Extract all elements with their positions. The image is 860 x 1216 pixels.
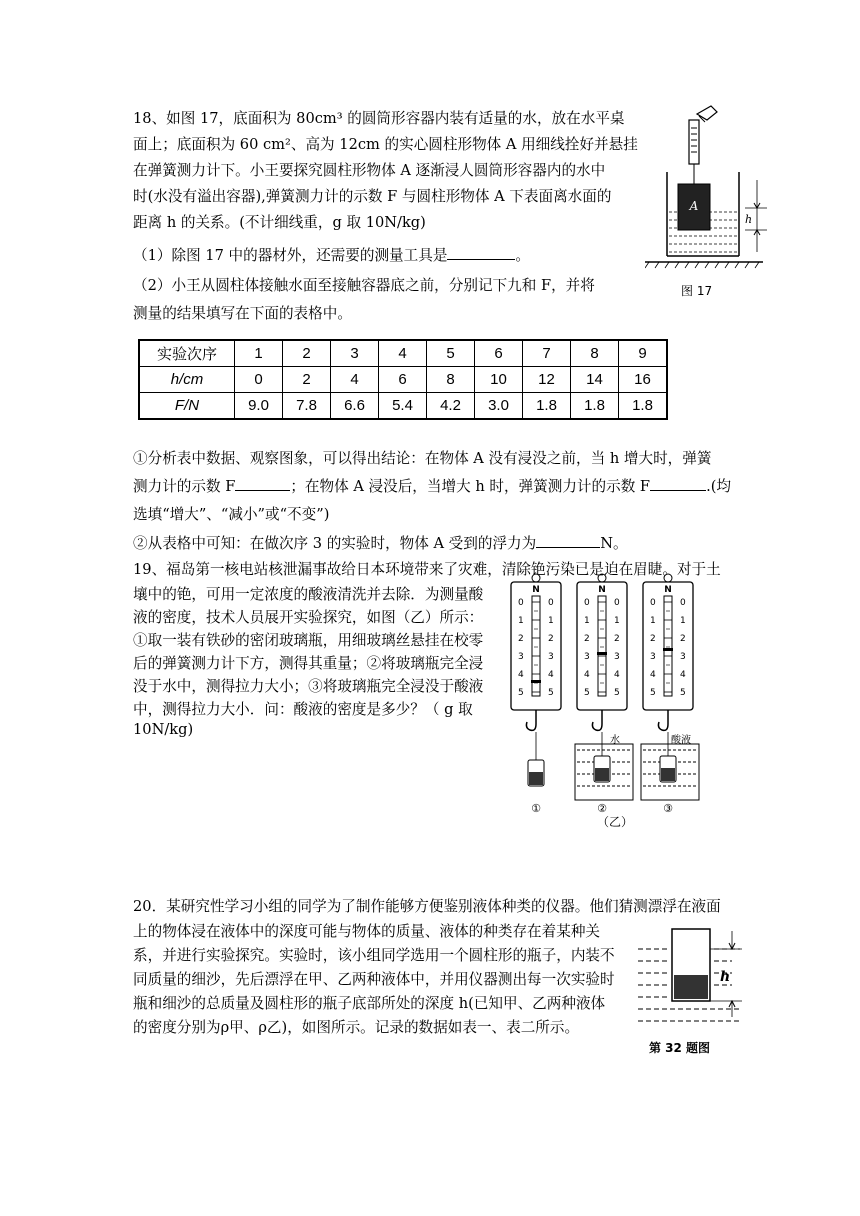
q18-part2-line-2: 测量的结果填写在下面的表格中。 — [133, 305, 352, 322]
table-cell: 4 — [379, 340, 427, 367]
table-header: 实验次序 — [139, 340, 235, 367]
table-cell: 4 — [331, 367, 379, 393]
table-header: F/N — [139, 393, 235, 420]
svg-text:N: N — [598, 585, 606, 595]
q20-line-6: 的密度分别为ρ甲、ρ乙)，如图所示。记录的数据如表一、表二所示。 — [133, 1019, 580, 1036]
table-cell: 0 — [235, 367, 283, 393]
scale-tick-label: 1 — [650, 616, 656, 626]
scale-tick-label: 2 — [518, 634, 524, 644]
q18-analysis-1a: ①分析表中数据、观察图象，可以得出结论：在物体 A 没有浸没之前，当 h 增大时，弹簧 — [133, 450, 712, 467]
table-cell: 5 — [427, 340, 475, 367]
mark-2: ② — [597, 802, 607, 815]
q20-line-3: 系，并进行实验探究。实验时，该小组同学选用一个圆柱形的瓶子，内装不 — [133, 947, 615, 964]
q18-blank-buoyancy[interactable] — [536, 533, 600, 548]
scale-tick-label: 5 — [548, 688, 554, 698]
figure-yi-spring-scales — [505, 572, 710, 822]
scale-tick-label: 3 — [584, 652, 590, 662]
table-cell: 8 — [571, 340, 619, 367]
scale-tick-label: 2 — [548, 634, 554, 644]
label-acid: 酸液 — [671, 735, 691, 746]
svg-text:N: N — [664, 585, 672, 595]
scale-tick-label: 4 — [680, 670, 686, 680]
q18-line-1: 18、如图 17，底面积为 80cm³ 的圆筒形容器内装有适量的水，放在水平桌 — [133, 110, 625, 127]
q18-analysis-2b-text: N。 — [600, 535, 628, 552]
figure-yi-caption: （乙） — [597, 815, 634, 829]
q18-blank-f-before[interactable] — [235, 476, 290, 491]
scale-tick-label: 2 — [614, 634, 620, 644]
table-row-f — [139, 393, 667, 420]
scale-tick-label: 5 — [614, 688, 620, 698]
q18-line-3: 在弹簧测力计下。小王要探究圆柱形物体 A 逐渐浸人圆筒形容器内的水中 — [133, 162, 606, 179]
table-cell: 2 — [283, 367, 331, 393]
table-header: h/cm — [139, 367, 235, 393]
figure-17-caption: 图 17 — [681, 284, 713, 298]
scale-tick-label: 1 — [548, 616, 554, 626]
figure-17 — [645, 100, 780, 300]
q18-blank-f-after[interactable] — [650, 476, 706, 491]
q18-analysis-1e: 选填“增大”、“减小”或“不变”) — [133, 506, 330, 523]
q18-line-2: 面上；底面积为 60 cm²、高为 12cm 的实心圆柱形物体 A 用细线拴好并悬挂 — [133, 136, 638, 153]
table-cell: 3 — [331, 340, 379, 367]
q19-line-3: 液的密度，技术人员展开实验探究，如图（乙）所示： — [133, 609, 484, 626]
q19-line-7: 中，测得拉力大小．问：酸液的密度是多少？（ g 取 — [133, 701, 473, 718]
q18-part2-line-1: （2）小王从圆柱体接触水面至接触容器底之前，分别记下九和 F，并将 — [133, 277, 595, 294]
q19-line-8: 10N/kg) — [133, 721, 194, 738]
table-cell: 9.0 — [235, 393, 283, 420]
scale-tick-label: 0 — [614, 598, 620, 608]
q19-line-5: 后的弹簧测力计下方，测得其重量；②将玻璃瓶完全浸 — [133, 655, 484, 672]
table-cell: 1.8 — [619, 393, 668, 420]
scale-tick-label: 5 — [518, 688, 524, 698]
table-cell: 12 — [523, 367, 571, 393]
table-cell: 8 — [427, 367, 475, 393]
q19-line-4: ①取一装有铁砂的密闭玻璃瓶，用细玻璃丝悬挂在校零 — [133, 632, 484, 649]
table-cell: 7 — [523, 340, 571, 367]
q18-analysis-1d-text: .(均 — [706, 478, 731, 495]
q18-analysis-2 — [133, 532, 628, 553]
figure-17-h: h — [745, 213, 753, 226]
scale-tick-label: 5 — [680, 688, 686, 698]
table-cell: 1.8 — [571, 393, 619, 420]
q18-analysis-1b-text: 测力计的示数 F — [133, 478, 236, 495]
scale-tick-label: 2 — [584, 634, 590, 644]
q20-line-4: 同质量的细沙，先后漂浮在甲、乙两种液体中，并用仪器测出每一次实验时 — [133, 971, 615, 988]
table-row-h — [139, 367, 667, 393]
table-cell: 16 — [619, 367, 668, 393]
q18-line-5: 距离 h 的关系。(不计细线重，g 取 10N/kg) — [133, 214, 426, 231]
scale-tick-label: 1 — [584, 616, 590, 626]
scale-tick-label: 3 — [548, 652, 554, 662]
scale-tick-label: 4 — [518, 670, 524, 680]
q18-part1 — [133, 244, 530, 265]
svg-text:N: N — [532, 585, 540, 595]
figure-32-h: h — [720, 969, 731, 985]
scale-tick-label: 0 — [548, 598, 554, 608]
scale-tick-label: 2 — [680, 634, 686, 644]
table-cell: 5.4 — [379, 393, 427, 420]
scale-tick-label: 4 — [584, 670, 590, 680]
scale-tick-label: 0 — [584, 598, 590, 608]
q20-line-2: 上的物体浸在液体中的深度可能与物体的质量、液体的种类存在着某种关 — [133, 923, 601, 940]
table-cell: 10 — [475, 367, 523, 393]
scale-tick-label: 1 — [680, 616, 686, 626]
label-water: 水 — [610, 735, 620, 746]
scale-tick-label: 0 — [680, 598, 686, 608]
table-cell: 6.6 — [331, 393, 379, 420]
scale-tick-label: 4 — [548, 670, 554, 680]
mark-3: ③ — [663, 802, 673, 815]
q18-analysis-1c-text: ；在物体 A 浸没后，当增大 h 时，弹簧测力计的示数 F — [290, 478, 651, 495]
q19-line-1: 19、福岛第一核电站核泄漏事故给日本环境带来了灾难，清除铯污染已是迫在眉睫。对于土 — [133, 561, 721, 578]
q19-line-2: 壤中的铯，可用一定浓度的酸液清洗并去除．为测量酸 — [133, 586, 484, 603]
q18-part1-end: 。 — [515, 247, 531, 264]
table-cell: 14 — [571, 367, 619, 393]
scale-tick-label: 3 — [614, 652, 620, 662]
q18-data-table — [138, 339, 668, 420]
scale-tick-label: 4 — [650, 670, 656, 680]
q19-line-6: 没于水中，测得拉力大小；③将玻璃瓶完全浸没于酸液 — [133, 678, 484, 695]
scale-tick-label: 5 — [650, 688, 656, 698]
table-cell: 4.2 — [427, 393, 475, 420]
scale-tick-label: 0 — [650, 598, 656, 608]
table-row-trials — [139, 340, 667, 367]
scale-tick-label: 5 — [584, 688, 590, 698]
q18-analysis-1b — [133, 475, 731, 496]
scale-tick-label: 3 — [650, 652, 656, 662]
q18-line-4: 时(水没有溢出容器),弹簧测力计的示数 F 与圆柱形物体 A 下表面离水面的 — [133, 188, 612, 205]
q20-line-5: 瓶和细沙的总质量及圆柱形的瓶子底部所处的深度 h(已知甲、乙两种液体 — [133, 995, 606, 1012]
q18-part1-blank[interactable] — [447, 245, 515, 260]
scale-tick-label: 1 — [518, 616, 524, 626]
scale-tick-label: 4 — [614, 670, 620, 680]
table-cell: 1.8 — [523, 393, 571, 420]
table-cell: 3.0 — [475, 393, 523, 420]
mark-1: ① — [531, 802, 541, 815]
scale-tick-label: 3 — [680, 652, 686, 662]
table-cell: 2 — [283, 340, 331, 367]
q18-part1-text: （1）除图 17 中的器材外，还需要的测量工具是 — [133, 247, 448, 264]
scale-tick-label: 1 — [614, 616, 620, 626]
figure-32-floating-bottle — [636, 925, 746, 1045]
table-cell: 1 — [235, 340, 283, 367]
table-cell: 6 — [379, 367, 427, 393]
q20-line-1: 20．某研究性学习小组的同学为了制作能够方便鉴别液体种类的仪器。他们猜测漂浮在液面 — [133, 898, 721, 915]
figure-17-label-a: A — [689, 199, 699, 213]
table-cell: 9 — [619, 340, 668, 367]
scale-tick-label: 3 — [518, 652, 524, 662]
scale-tick-label: 2 — [650, 634, 656, 644]
table-cell: 6 — [475, 340, 523, 367]
q18-analysis-2a-text: ②从表格中可知：在做次序 3 的实验时，物体 A 受到的浮力为 — [133, 535, 537, 552]
scale-tick-label: 0 — [518, 598, 524, 608]
figure-32-caption: 第 32 题图 — [649, 1041, 711, 1055]
table-cell: 7.8 — [283, 393, 331, 420]
